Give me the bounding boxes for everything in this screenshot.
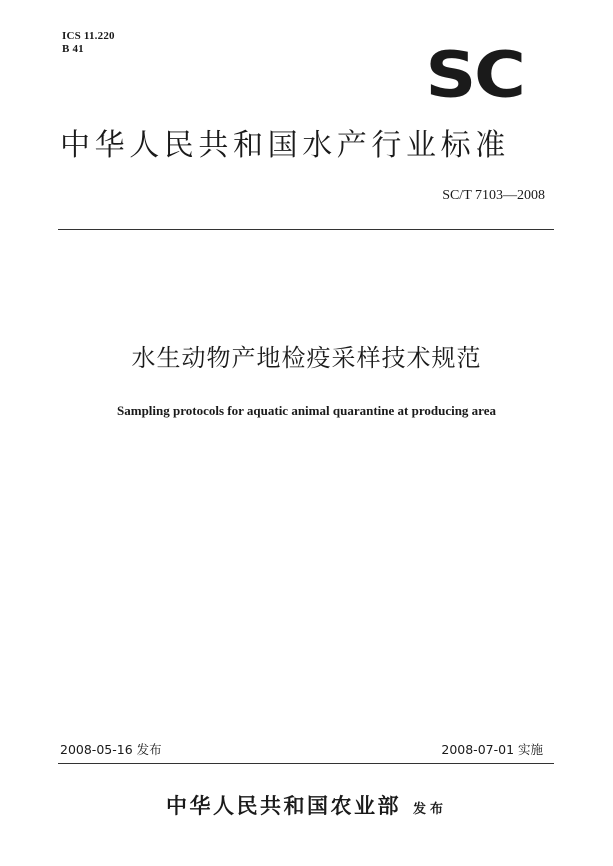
standard-category-title: 中华人民共和国水产行业标准 <box>60 128 510 163</box>
ics-code: ICS 11.220 <box>62 30 115 42</box>
implementation-date: 2008-07-01 实施 <box>441 742 543 757</box>
standard-number: SC/T 7103—2008 <box>442 188 545 203</box>
issue-date: 2008-05-16 发布 <box>60 742 162 757</box>
document-title-english: Sampling protocols for aquatic animal quarantine at producing area <box>117 403 496 418</box>
publisher-line <box>0 790 613 820</box>
document-title-chinese: 水生动物产地检疫采样技术规范 <box>131 344 482 372</box>
publisher-name: 中华人民共和国农业部 <box>165 794 401 818</box>
ccs-code: B 41 <box>62 43 84 55</box>
publish-label: 发布 <box>412 802 447 817</box>
top-divider <box>58 229 554 230</box>
sc-logo <box>412 38 537 113</box>
classification-codes <box>62 30 115 56</box>
bottom-divider <box>58 763 554 764</box>
sc-logo-text: SC <box>425 38 524 113</box>
